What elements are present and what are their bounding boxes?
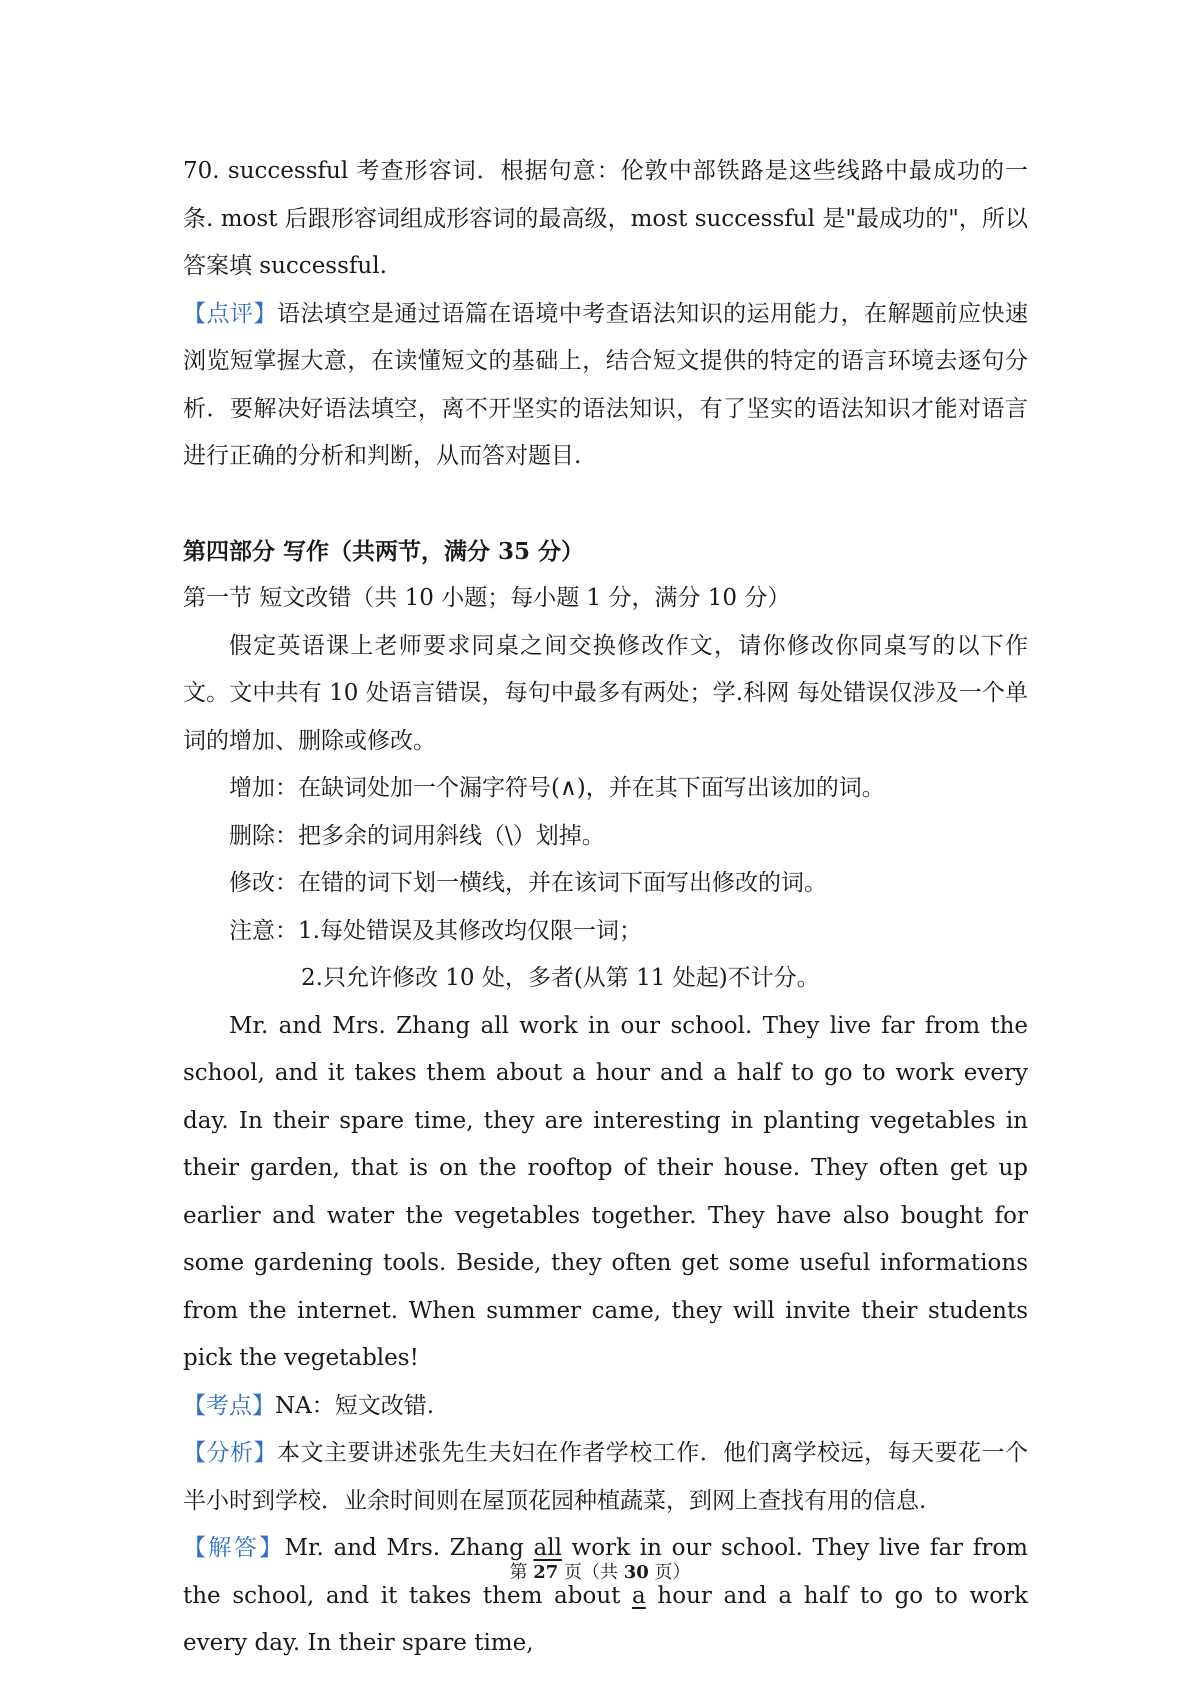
jieda-text-1: Mr. and Mrs. Zhang [284, 1535, 534, 1561]
rule-add: 增加：在缺词处加一个漏字符号(∧)，并在其下面写出该加的词。 [229, 775, 885, 801]
instructions: 假定英语课上老师要求同桌之间交换修改作文，请你修改你同桌写的以下作文。文中共有 10 处语言错误，每句中最多有两处；学.科网 每处错误仅涉及一个单词的增加、删除或修改。 [183, 632, 1028, 754]
kaodian-tag: 【考点】 [183, 1392, 275, 1419]
footer-pre: 第 [509, 1562, 534, 1583]
note-2: 2.只允许修改 10 处，多者(从第 11 处起)不计分。 [301, 965, 820, 991]
passage: Mr. and Mrs. Zhang all work in our school. They live far from the school, and it takes them about a hour and a half to go to work every day. In their spare time, they are interesting in planting vegetables in their garden, that is on the rooftop of their house. They often get up earlier and water the vegetables together. They have also bought for some gardening tools. Beside, they often get some useful informations from the internet. When summer came, they will invite their students pick the vegetables! [183, 1012, 1028, 1371]
answer-70: 70. successful 考查形容词．根据句意：伦敦中部铁路是这些线路中最成功的一条. most 后跟形容词组成形容词的最高级，most successful 是"最成功的"，所以答案填 successful. [183, 158, 1028, 279]
footer-mid: 页（共 [558, 1562, 624, 1583]
fenxi-tag: 【分析】 [183, 1440, 277, 1466]
comment-tag: 【点评】 [183, 300, 277, 327]
note-1: 注意：1.每处错误及其修改均仅限一词； [229, 917, 642, 944]
kaodian-paragraph [183, 1383, 1028, 1431]
fenxi-paragraph [183, 1430, 1028, 1525]
document-page [183, 148, 1028, 1668]
spacer [183, 481, 1028, 528]
comment-text: 语法填空是通过语篇在语境中考查语法知识的运用能力，在解题前应快速浏览短掌握大意，在读懂短文的基础上，结合短文提供的特定的语言环境去逐句分析．要解决好语法填空，离不开坚实的语法知识，有了坚实的语法知识才能对语言进行正确的分析和判断，从而答对题目. [183, 300, 1029, 469]
jieda-tag: 【解答】 [183, 1535, 285, 1561]
underlined-word-a: a [632, 1582, 646, 1609]
rule-modify: 修改：在错的词下划一横线，并在该词下面写出修改的词。 [229, 870, 827, 896]
rule-delete: 删除：把多余的词用斜线（\）划掉。 [229, 822, 605, 849]
comment-paragraph [183, 291, 1028, 481]
subsection-heading: 第一节 短文改错（共 10 小题；每小题 1 分，满分 10 分） [183, 585, 791, 611]
jieda-paragraph [183, 1525, 1028, 1668]
fenxi-text: 本文主要讲述张先生夫妇在作者学校工作．他们离学校远，每天要花一个半小时到学校．业余时间则在屋顶花园种植蔬菜，到网上查找有用的信息. [183, 1440, 1029, 1514]
jieda-text-3: hour and a half to go to work every day. In their spare time, [183, 1582, 1029, 1656]
footer-post: 页） [648, 1562, 691, 1583]
section-heading: 第四部分 写作（共两节，满分 35 分） [183, 537, 585, 565]
kaodian-text: NA：短文改错. [275, 1392, 435, 1419]
footer-total-pages: 30 [623, 1562, 649, 1583]
jieda-text-2: work in our school. They live far from the school, and it takes them about [183, 1535, 1028, 1609]
page-footer [0, 1560, 1200, 1586]
footer-page-number: 27 [533, 1562, 559, 1583]
underlined-word-all: all [533, 1535, 562, 1561]
